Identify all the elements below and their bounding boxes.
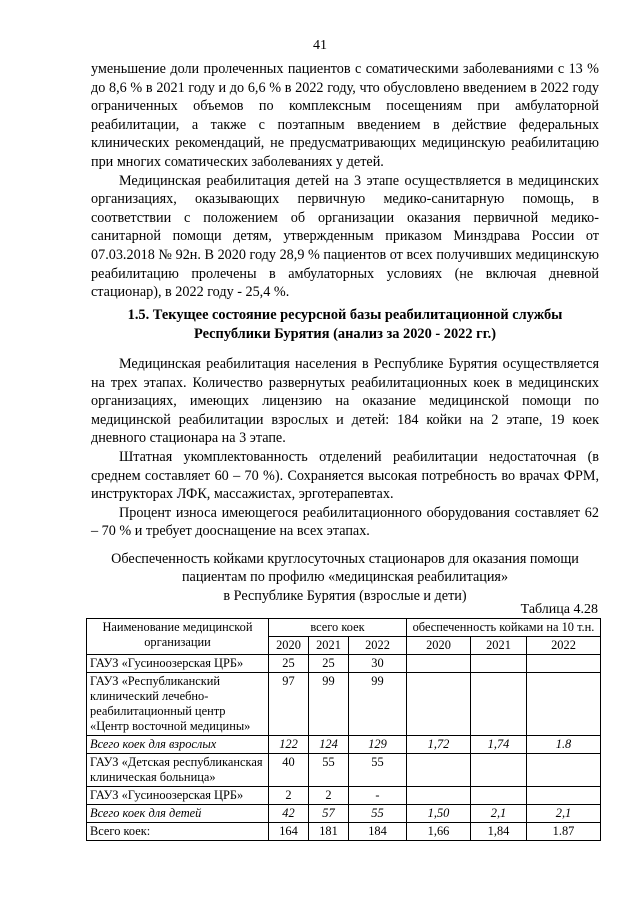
org-name-cell: Всего коек для взрослых (87, 736, 269, 754)
table-row (87, 673, 601, 736)
provision-cell (471, 673, 527, 736)
provision-cell (407, 655, 471, 673)
provision-cell (471, 655, 527, 673)
beds-cell: 124 (309, 736, 349, 754)
beds-cell: 99 (349, 673, 407, 736)
beds-cell: 25 (269, 655, 309, 673)
beds-cell: 55 (349, 754, 407, 787)
year-header: 2020 (269, 637, 309, 655)
paragraph-staffing: Штатная укомплектованность отделений реабилитации недостаточная (в среднем составляет 60 – 70 %). Сохраняется высокая потребность во врачах ФРМ, инструкторах ЛФК, массажистах, эрготерапевтах. (91, 448, 599, 503)
provision-cell: 1,84 (471, 823, 527, 841)
provision-cell (527, 673, 601, 736)
beds-cell: 57 (309, 805, 349, 823)
year-header: 2021 (309, 637, 349, 655)
table-row (87, 736, 601, 754)
table-row (87, 655, 601, 673)
beds-cell: 97 (269, 673, 309, 736)
header-provision: обеспеченность койками на 10 т.н. (407, 619, 601, 637)
provision-cell (527, 754, 601, 787)
table-caption-line: пациентам по профилю «медицинская реабилитация» (181, 569, 509, 586)
beds-cell: 122 (269, 736, 309, 754)
table-row (87, 805, 601, 823)
page-number: 41 (313, 38, 327, 53)
provision-cell (407, 787, 471, 805)
beds-cell: 25 (309, 655, 349, 673)
org-name-cell: ГАУЗ «Республиканский клинический лечебно-реабилитационный центр «Центр восточной медицины» (87, 673, 269, 736)
header-beds: всего коек (269, 619, 407, 637)
beds-table (86, 618, 601, 841)
year-header: 2022 (527, 637, 601, 655)
provision-cell: 1,74 (471, 736, 527, 754)
year-header: 2020 (407, 637, 471, 655)
paragraph-stages: Медицинская реабилитация населения в Республике Бурятия осуществляется на трех этапах. Количество развернутых реабилитационных коек в медицинских организациях, имеющих лицензию на оказание медицинской помощи по медицинской реабилитации взрослых и детей: 184 койки на 2 этапе, 19 коек дневного стационара на 3 этапе. (91, 356, 599, 447)
top-text-block (91, 60, 599, 302)
table-row (87, 754, 601, 787)
beds-cell: - (349, 787, 407, 805)
beds-cell: 2 (269, 787, 309, 805)
year-header: 2021 (471, 637, 527, 655)
middle-text-block (91, 355, 599, 541)
table-header-row (87, 619, 601, 637)
provision-cell: 1.8 (527, 736, 601, 754)
provision-cell: 1,72 (407, 736, 471, 754)
beds-cell: 129 (349, 736, 407, 754)
provision-cell: 1,50 (407, 805, 471, 823)
beds-cell: 164 (269, 823, 309, 841)
provision-cell: 1,66 (407, 823, 471, 841)
beds-cell: 184 (349, 823, 407, 841)
table-row (87, 787, 601, 805)
provision-cell: 1.87 (527, 823, 601, 841)
table-caption-line: в Республике Бурятия (взрослые и дети) (223, 587, 467, 604)
provision-cell (471, 787, 527, 805)
org-name-cell: ГАУЗ «Гусиноозерская ЦРБ» (87, 787, 269, 805)
org-name-cell: ГАУЗ «Детская республиканская клиническая больница» (87, 754, 269, 787)
beds-cell: 2 (309, 787, 349, 805)
beds-cell: 55 (349, 805, 407, 823)
org-name-cell: Всего коек: (87, 823, 269, 841)
provision-cell (527, 787, 601, 805)
section-heading: 1.5. Текущее состояние ресурсной базы реабилитационной службы Республики Бурятия (анализ за 2020 - 2022 гг.) (127, 307, 563, 342)
org-name-cell: ГАУЗ «Гусиноозерская ЦРБ» (87, 655, 269, 673)
paragraph-equipment: Процент износа имеющегося реабилитационного оборудования составляет 62 – 70 % и требует дооснащение на всех этапах. (91, 504, 599, 540)
provision-cell (407, 673, 471, 736)
provision-cell: 2,1 (527, 805, 601, 823)
provision-cell: 2,1 (471, 805, 527, 823)
table-caption (80, 550, 610, 605)
beds-cell: 40 (269, 754, 309, 787)
provision-cell (471, 754, 527, 787)
beds-cell: 42 (269, 805, 309, 823)
org-name-cell: Всего коек для детей (87, 805, 269, 823)
beds-cell: 181 (309, 823, 349, 841)
beds-cell: 99 (309, 673, 349, 736)
paragraph-continuation: уменьшение доли пролеченных пациентов с соматическими заболеваниями с 13 % до 8,6 % в 2021 году и до 6,6 % в 2022 году, что обусловлено введением в 2022 году ограниченных объемов по комплексным посещениям при амбулаторной реабилитации, а также с поэтапным введением в действие федеральных клинических рекомендаций, не предусматривающих медицинскую реабилитацию при многих соматических заболеваниях у детей. (91, 61, 599, 170)
table-row (87, 823, 601, 841)
header-org: Наименование медицинской организации (87, 619, 269, 655)
year-header: 2022 (349, 637, 407, 655)
paragraph-children-rehab: Медицинская реабилитация детей на 3 этапе осуществляется в медицинских организациях, оказывающих первичную медико-санитарную помощь, в соответствии с положением об организации оказания первичной медико-санитарной помощи детям, утвержденным приказом Минздрава России от 07.03.2018 № 92н. В 2020 году 28,9 % пациентов от всех получивших медицинскую реабилитацию пролечены в амбулаторных условиях (не включая дневной стационар), в 2022 году - 25,4 %. (91, 172, 599, 301)
table-label: Таблица 4.28 (520, 602, 598, 617)
table-caption-line: Обеспеченность койками круглосуточных стационаров для оказания помощи (111, 551, 579, 567)
beds-cell: 55 (309, 754, 349, 787)
provision-cell (407, 754, 471, 787)
table-body (87, 655, 601, 841)
provision-cell (527, 655, 601, 673)
beds-cell: 30 (349, 655, 407, 673)
